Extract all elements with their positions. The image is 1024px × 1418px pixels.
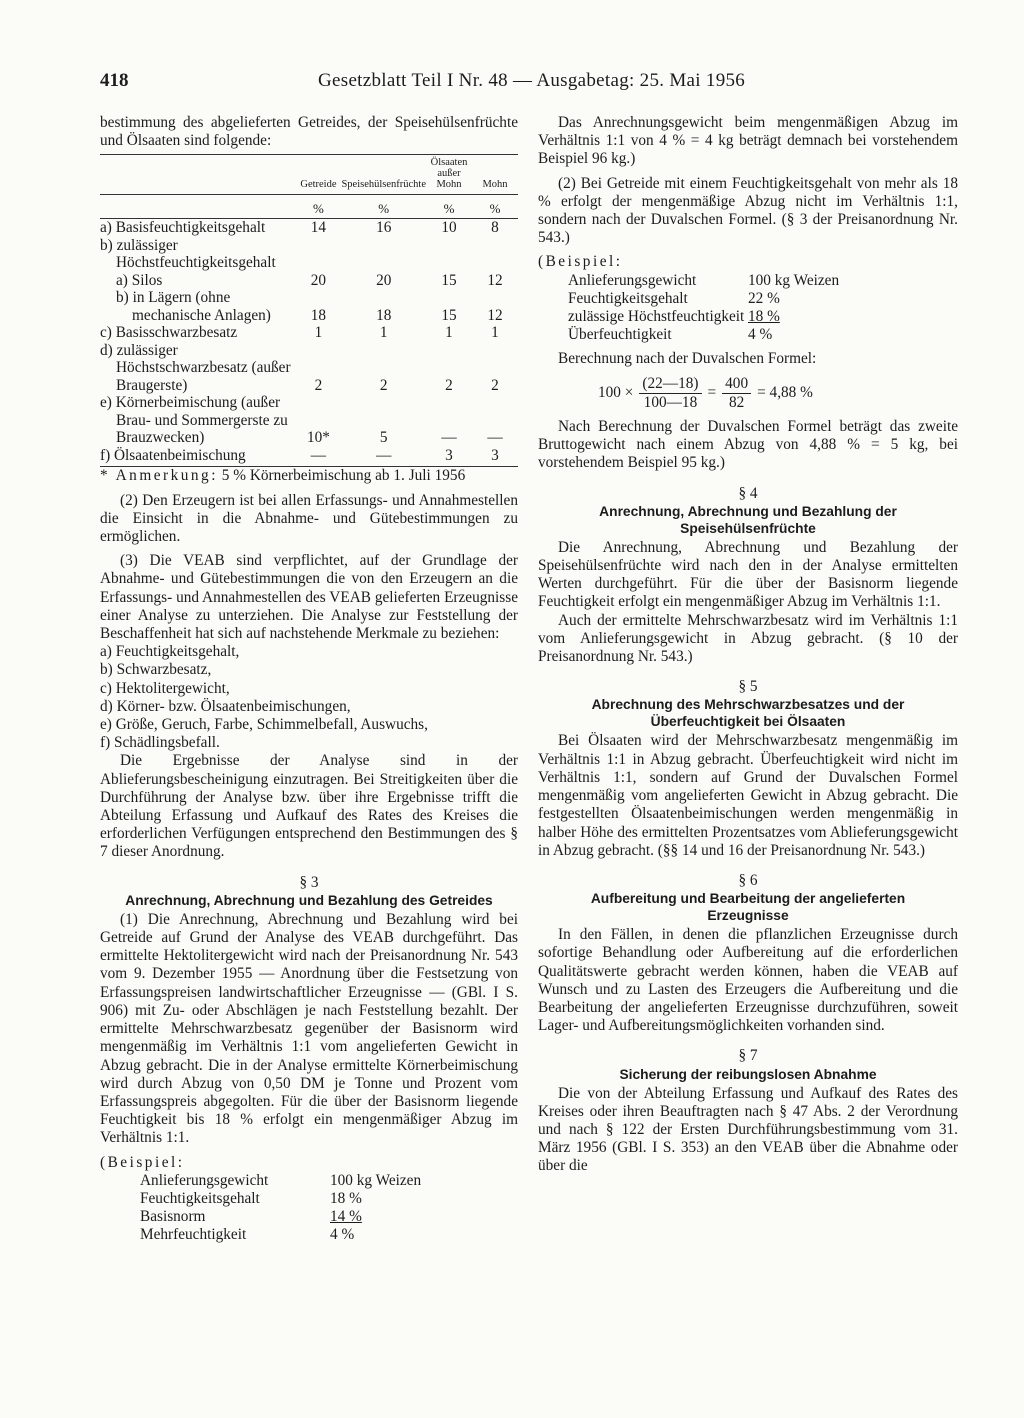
table-row [100, 447, 518, 467]
formula-numerator: 400 [722, 375, 751, 394]
section-title: Anrechnung, Abrechnung und Bezahlung des Getreides [125, 892, 493, 908]
unit-cell: % [426, 195, 472, 219]
feature-list [100, 643, 518, 752]
row-label: f) Ölsaatenbeimischung [100, 447, 295, 467]
example-value: 14 % [330, 1208, 362, 1226]
cell-value: 18 [310, 306, 327, 324]
example-key: Mehrfeuchtigkeit [140, 1226, 247, 1244]
example-key: Überfeuchtigkeit [568, 326, 672, 344]
row-label: a) Silos [116, 271, 163, 289]
example-key: Anlieferungsgewicht [568, 271, 697, 289]
table-row [100, 219, 518, 237]
cell-value: 2 [445, 376, 453, 394]
cell-value: 1 [445, 324, 453, 342]
example-heading: (Beispiel: [100, 1153, 185, 1171]
example-block [538, 253, 958, 344]
example-value: 4 % [330, 1226, 355, 1244]
cell-value: 3 [426, 447, 472, 467]
section-6-paragraph: In den Fällen, in denen die pflanzlichen Erzeugnisse durch sofortige Behandlung oder Aufbereitung auf die erforderlichen Qualitätswerte gebracht werden können, haben die VEAB auf Wunsch und zu Lasten des Erzeugers die Aufbereitung und die Bearbeitung der angelieferten Erzeugnisse durchzuführen, soweit Lager- und Aufbereitungsmöglichkeiten vorhanden sind. [538, 926, 958, 1035]
example-value: 100 kg Weizen [330, 1171, 422, 1189]
paragraph-3: Nach Berechnung der Duvalschen Formel beträgt das zweite Bruttogewicht nach einem Abzug von 4,88 % = 5 kg, bei vorstehendem Beispiel 95 kg.) [538, 418, 958, 472]
list-item: d) Körner- bzw. Ölsaatenbeimischungen, [100, 697, 351, 715]
example-key: Feuchtigkeitsgehalt [140, 1189, 260, 1207]
section-number: § 6 [738, 871, 758, 889]
cell-value: 2 [491, 376, 499, 394]
table-row [100, 272, 518, 290]
row-label: e) Körnerbeimischung (außer Brau- und Sommergerste zu Brauzwecken) [100, 394, 288, 447]
section-4-paragraph-2: Auch der ermittelte Mehrschwarzbesatz wird im Verhältnis 1:1 vom Anlieferungsgewicht in Abzug gebracht. (§ 10 der Preisanordnung Nr. 543.) [538, 611, 958, 666]
cell-value: 12 [487, 306, 503, 324]
cell-value: 15 [441, 271, 457, 289]
row-label: a) Basisfeuchtigkeitsgehalt [100, 219, 266, 237]
example-value: 22 % [748, 289, 780, 307]
formula-lead: 100 × [598, 384, 634, 402]
formula-result: = 4,88 % [757, 384, 813, 402]
table-row [100, 237, 518, 272]
cell-value: 20 [376, 271, 392, 289]
note-text: 5 % Körnerbeimischung ab 1. Juli 1956 [221, 467, 466, 485]
unit-cell: % [472, 195, 518, 219]
list-item: c) Hektolitergewicht, [100, 679, 230, 697]
cell-value: 18 [376, 306, 392, 324]
cell-value: 10 [441, 219, 457, 237]
col-header-getreide: Getreide [295, 155, 341, 195]
formula-fraction [722, 375, 751, 412]
cell-value: 20 [310, 271, 327, 289]
section-title: Sicherung der reibungslosen Abnahme [619, 1066, 877, 1082]
right-column [538, 114, 958, 1176]
intro-text: bestimmung des abgelieferten Getreides, der Speisehülsenfrüchte und Ölsaaten sind folgende: [100, 114, 518, 150]
section-title: Anrechnung, Abrechnung und Bezahlung der Speisehülsenfrüchte [599, 503, 897, 536]
cell-value: 2 [379, 376, 388, 394]
unit-cell: % [295, 195, 341, 219]
quality-table [100, 154, 518, 467]
cell-value: 3 [472, 447, 518, 467]
formula-fraction [639, 375, 701, 412]
example-key: zulässige Höchstfeuchtigkeit [568, 308, 745, 326]
cell-value: 15 [441, 306, 457, 324]
example-value: 18 % [748, 308, 780, 326]
example-block [100, 1154, 518, 1245]
row-label: b) zulässiger Höchstfeuchtigkeitsgehalt [100, 236, 276, 272]
cell-value: — [341, 447, 426, 467]
cell-value: 12 [487, 271, 503, 289]
formula-denominator: 100—18 [643, 393, 698, 411]
section-number: § 7 [738, 1047, 758, 1065]
list-item: e) Größe, Geruch, Farbe, Schimmelbefall, Auswuchs, [100, 716, 428, 734]
example-key: Anlieferungsgewicht [140, 1171, 269, 1189]
formula-numerator: (22—18) [639, 375, 701, 394]
section-5-paragraph: Bei Ölsaaten wird der Mehrschwarzbesatz mengenmäßig im Verhältnis 1:1 in Abzug gebracht. Überfeuchtigkeit wird nicht im Verhältnis 1:1, sondern auf Grund der Duvalschen Formel mengenmäßig vom angelieferten Gewicht in Abzug gebracht. Die festgestellten Ölsaatenbeimischungen werden mengenmäßig in halber Höhe des ermittelten Prozentsatzes vom Ablieferungsgewicht in Abzug gebracht. (§§ 14 und 16 der Preisanordnung Nr. 543.) [538, 732, 958, 859]
col-header-mohn: Mohn [472, 155, 518, 195]
paragraph-4: Die Ergebnisse der Analyse sind in der Ablieferungsbescheinigung einzutragen. Bei Streitigkeiten über die Durchführung der Analyse bzw. über ihre Ergebnisse trifft die Abteilung Erfassung und Aufkauf des Rates des Kreises die erforderlichen Verfügungen entsprechend den Bestimmungen des § 7 dieser Anordnung. [100, 752, 518, 861]
table-row [100, 289, 518, 324]
page-number: 418 [100, 70, 129, 91]
paragraph-2: (2) Den Erzeugern ist bei allen Erfassungs- und Annahmestellen die Einsicht in die Abnahme- und Gütebestimmungen zu ermöglichen. [100, 491, 518, 546]
table-row [100, 324, 518, 342]
cell-value: 1 [379, 324, 388, 342]
formula-denominator: 82 [728, 393, 745, 411]
table-row [100, 342, 518, 395]
col-header-speisehuelsenfruechte: Speisehülsenfrüchte [341, 155, 426, 195]
col-header-oelsaaten: Ölsaaten außer Mohn [426, 155, 472, 195]
header-title: Gesetzblatt Teil I Nr. 48 — Ausgabetag: 25. Mai 1956 [318, 70, 746, 91]
cell-value: 16 [376, 219, 392, 237]
example-value: 4 % [748, 326, 773, 344]
table-note [100, 467, 518, 485]
list-item: a) Feuchtigkeitsgehalt, [100, 643, 240, 661]
cell-value: — [441, 429, 457, 447]
cell-value: 14 [310, 219, 327, 237]
section-number: § 5 [738, 678, 758, 696]
section-number: § 4 [738, 484, 758, 502]
cell-value: 1 [491, 324, 499, 342]
cell-value: 10* [306, 429, 330, 447]
paragraph-continued: Das Anrechnungsgewicht beim mengenmäßigen Abzug im Verhältnis 1:1 von 4 % = 4 kg beträgt demnach bei vorstehendem Beispiel 96 kg.) [538, 114, 958, 168]
section-4-paragraph-1: Die Anrechnung, Abrechnung und Bezahlung der Speisehülsenfrüchte wird nach den in der Analyse ermittelten Werten durchgeführt. Für die über der Basisnorm liegende Feuchtigkeit erfolgt ein mengenmäßiger Abzug im Verhältnis 1:1. [538, 538, 958, 611]
duval-formula: 100 × $\frac{(22—18)}{100—18}$ = $\frac{400}{82}$ = 4,88 % [598, 374, 813, 411]
section-3-paragraph: (1) Die Anrechnung, Abrechnung und Bezahlung wird bei Getreide auf Grund der Analyse des VEAB durchgeführt. Das ermittelte Hektolitergewicht wird nach der Preisanordnung Nr. 543 vom 9. Dezember 1955 — Anordnung über die Festsetzung von Erfassungspreisen landwirtschaftlicher Erzeugnisse — (GBl. I S. 906) mit Zu- oder Abschlägen je nach Feststellung bezahlt. Der ermittelte Mehrschwarzbesatz gegenüber der Basisnorm wird mengenmäßig im Verhältnis 1:1 vom angelieferten Gewicht in Abzug gebracht. Die in der Analyse ermittelte Körnerbeimischung wird durch Abzug von 0,50 DM je Tonne und Prozent vom Erfassungspreis abgegolten. Für die über der Basisnorm liegende Feuchtigkeit bis 18 % erfolgt ein mengenmäßiger Abzug im Verhältnis 1:1. [100, 910, 518, 1147]
cell-value: 5 [379, 429, 388, 447]
section-title: Aufbereitung und Bearbeitung der angelieferten Erzeugnisse [590, 891, 906, 924]
example-key: Basisnorm [140, 1208, 206, 1226]
section-7-paragraph: Die von der Abteilung Erfassung und Aufkauf des Rates des Kreises oder ihren Beauftragten nach § 47 Abs. 2 der Verordnung und nach § 122 der Ersten Durchführungsbestimmung vom 31. März 1956 (GBl. I S. 353) an den VEAB über die Abnahme oder über die [538, 1084, 958, 1175]
example-key: Feuchtigkeitsgehalt [568, 289, 688, 307]
cell-value: — [295, 447, 341, 467]
page-header [100, 70, 960, 100]
example-value: 100 kg Weizen [748, 271, 840, 289]
table-corner [100, 155, 295, 195]
note-label: * Anmerkung: [100, 467, 218, 485]
cell-value: 8 [491, 219, 499, 237]
cell-value: 1 [314, 324, 323, 342]
cell-value: — [487, 429, 503, 447]
section-number: § 3 [299, 873, 319, 891]
unit-cell: % [341, 195, 426, 219]
formula-intro: Berechnung nach der Duvalschen Formel: [558, 350, 817, 368]
list-item: b) Schwarzbesatz, [100, 661, 212, 679]
section-title: Abrechnung des Mehrschwarzbesatzes und der Überfeuchtigkeit bei Ölsaaten [591, 697, 905, 730]
example-heading: (Beispiel: [538, 253, 623, 271]
row-label: d) zulässiger Höchstschwarzbesatz (außer Braugerste) [100, 341, 291, 394]
table-row [100, 394, 518, 447]
paragraph-3: (3) Die VEAB sind verpflichtet, auf der Grundlage der Abnahme- und Gütebestimmungen die von den Erzeugern an die Erfassungs- und Annahmestellen des VEAB gelieferten Erzeugnisse einer Analyse zu unterziehen. Die Analyse zur Feststellung der Beschaffenheit hat sich auf nachstehende Merkmale zu beziehen: [100, 552, 518, 643]
cell-value: 2 [314, 376, 323, 394]
row-label: c) Basisschwarzbesatz [100, 324, 238, 342]
left-column [100, 114, 518, 1245]
example-value: 18 % [330, 1189, 362, 1207]
row-label: b) in Lägern (ohne mechanische Anlagen) [116, 289, 271, 324]
list-item: f) Schädlingsbefall. [100, 734, 220, 752]
paragraph-2: (2) Bei Getreide mit einem Feuchtigkeitsgehalt von mehr als 18 % erfolgt der mengenmäßige Abzug nicht im Verhältnis 1:1, sondern nach der Duvalschen Formel. (§ 3 der Preisanordnung Nr. 543.) [538, 174, 958, 247]
